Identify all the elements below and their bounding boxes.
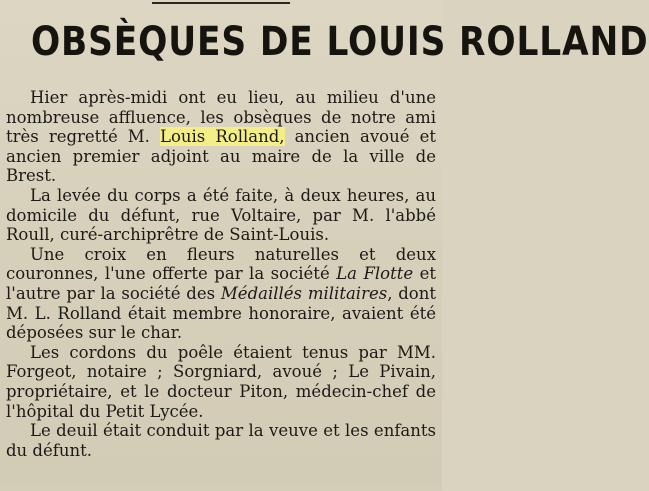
- paragraph-5: Le deuil était conduit par la veuve et les enfants du défunt.: [6, 421, 436, 460]
- paragraph-1-text-before: Hier après-midi ont eu lieu, au milieu d'une nombreuse affluence, les obsèques de notre ami très regretté M.: [6, 88, 436, 147]
- top-rule: [152, 2, 290, 4]
- paragraph-3-part-2: et l'autre par la société des: [6, 264, 437, 303]
- article-headline: OBSÈQUES DE LOUIS ROLLAND: [30, 19, 649, 65]
- paragraph-3-part-1: Une croix en fleurs naturelles et deux couronnes, l'une offerte par la société: [6, 244, 436, 284]
- highlighted-name: Louis Rolland,: [160, 127, 285, 147]
- society-name-medailles-militaires: Médaillés militaires: [220, 283, 388, 303]
- clipping-bottom-edge: [0, 484, 442, 491]
- society-name-la-flotte: La Flotte: [336, 264, 414, 284]
- paragraph-1-text-after: ancien avoué et ancien premier adjoint au maire de la ville de Brest.: [6, 127, 436, 186]
- paragraph-1: [6, 88, 436, 186]
- paragraph-3-part-3: , dont M. L. Rolland était membre honoraire, avaient été déposées sur le char.: [6, 283, 436, 343]
- paragraph-3: [6, 245, 436, 343]
- paragraph-2: La levée du corps a été faite, à deux heures, au domicile du défunt, rue Voltaire, par M. l'abbé Roull, curé-archiprêtre de Saint-Louis.: [6, 185, 436, 245]
- paragraph-4: Les cordons du poêle étaient tenus par MM. Forgeot, notaire ; Sorgniard, avoué ; Le Pivain, propriétaire, et le docteur Piton, médecin-chef de l'hôpital du Petit Lycée.: [6, 342, 436, 421]
- article-body: [6, 88, 436, 460]
